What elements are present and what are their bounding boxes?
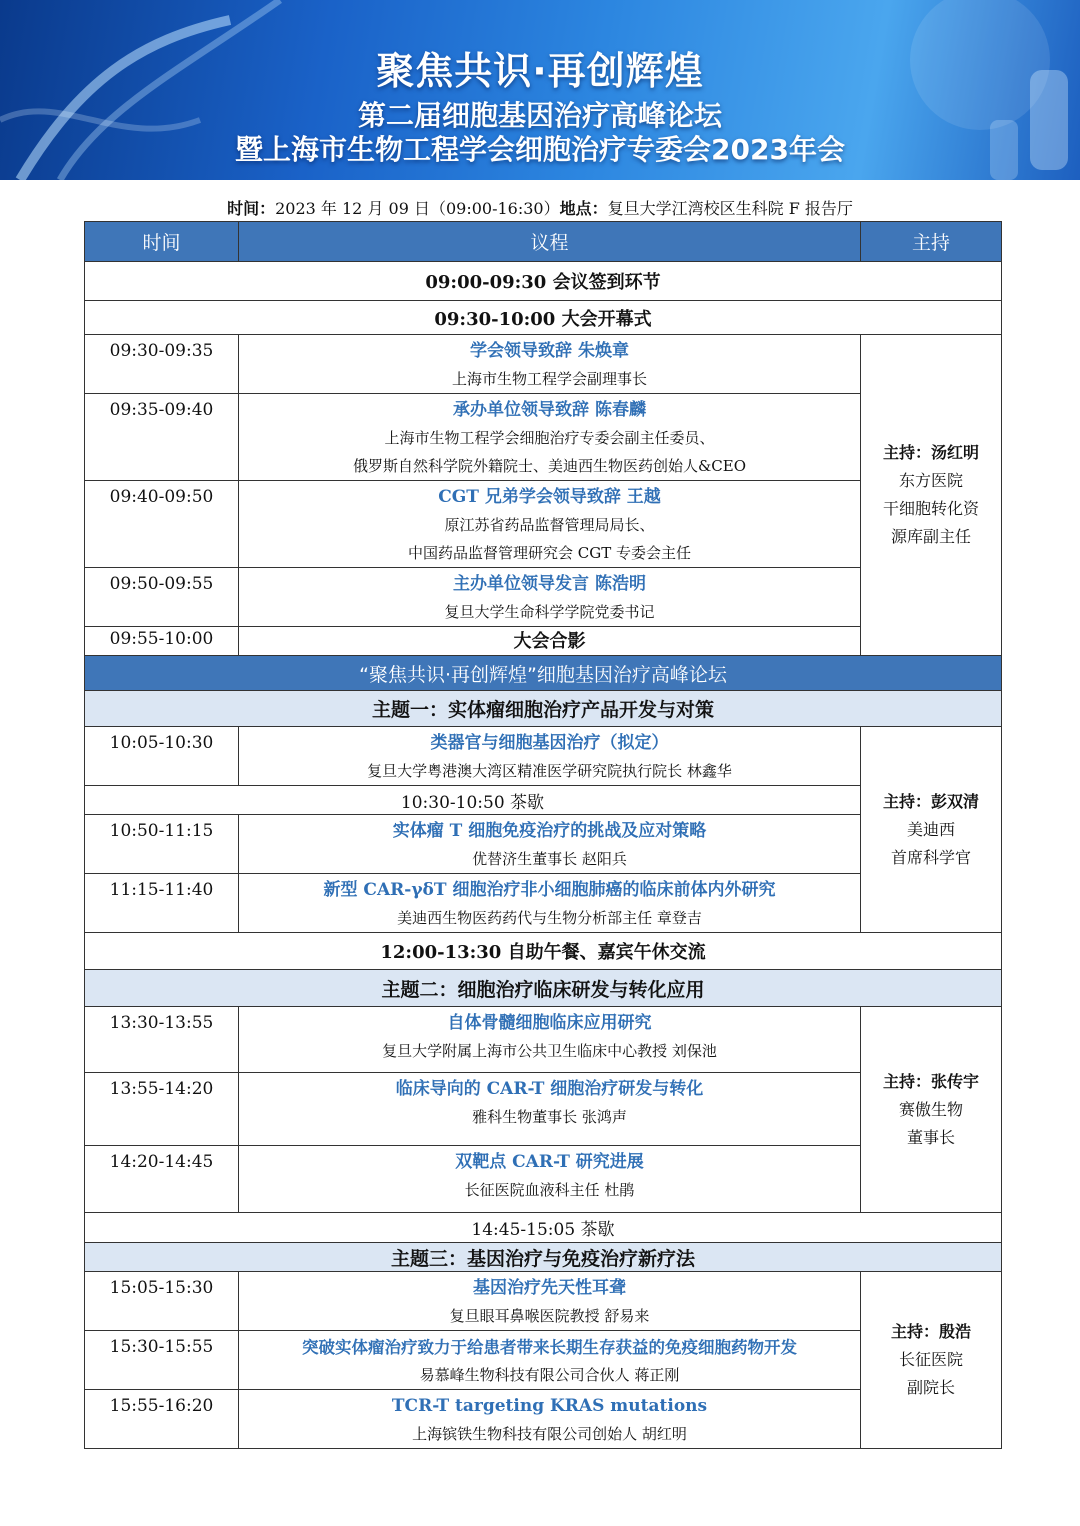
- session-time: 09:50-09:55: [85, 568, 239, 627]
- session-item: [239, 727, 861, 786]
- session-time: 09:30-09:35: [85, 335, 239, 394]
- session-item: [239, 394, 861, 481]
- session-title: 临床导向的 CAR-T 细胞治疗研发与转化: [395, 1079, 704, 1099]
- theme-1-row: 主题一：实体瘤细胞治疗产品开发与对策: [85, 691, 1002, 727]
- session-time: 09:55-10:00: [85, 627, 239, 656]
- session-speaker: 复旦大学粤港澳大湾区精准医学研究院执行院长 林鑫华: [367, 762, 732, 780]
- header-banner: [0, 0, 1080, 180]
- session-speaker: 美迪西生物医药药代与生物分析部主任 章登吉: [397, 909, 702, 927]
- session-speaker: 复旦大学生命科学学院党委书记: [444, 603, 655, 621]
- session-item: [239, 627, 861, 656]
- host-cell: [861, 727, 1002, 933]
- host-name: 主持：汤红明: [882, 443, 979, 462]
- time-label: 时间：: [227, 199, 276, 218]
- theme-3-row: 主题三：基因治疗与免疫治疗新疗法: [85, 1243, 1002, 1272]
- host-line: 干细胞转化资: [882, 499, 979, 518]
- session-speaker: 上海市生物工程学会细胞治疗专委会副主任委员、: [384, 429, 715, 447]
- tea-break-row: 14:45-15:05 茶歇: [85, 1213, 1002, 1243]
- host-name: 主持：彭双清: [882, 791, 979, 811]
- host-name: 主持：殷浩: [890, 1322, 971, 1341]
- forum-title-row: “聚焦共识·再创辉煌”细胞基因治疗高峰论坛: [85, 656, 1002, 691]
- host-line: 源库副主任: [890, 527, 971, 546]
- session-title: 新型 CAR-γδT 细胞治疗非小细胞肺癌的临床前体内外研究: [323, 880, 776, 900]
- session-title: TCR-T targeting KRAS mutations: [391, 1396, 708, 1416]
- session-item: [239, 1007, 861, 1073]
- session-speaker: 易慕峰生物科技有限公司合伙人 蒋正刚: [419, 1366, 680, 1384]
- session-time: 10:05-10:30: [85, 727, 239, 786]
- session-title: 大会合影: [513, 630, 586, 652]
- theme-2-row: 主题二：细胞治疗临床研发与转化应用: [85, 970, 1002, 1007]
- agenda-table: [84, 221, 1002, 1449]
- session-speaker: 优替济生董事长 赵阳兵: [472, 850, 627, 868]
- session-speaker: 复旦大学附属上海市公共卫生临床中心教授 刘保池: [382, 1042, 717, 1060]
- session-speaker: 上海镔铁生物科技有限公司创始人 胡红明: [412, 1425, 687, 1443]
- session-item: [239, 481, 861, 568]
- header-host: 主持: [861, 222, 1002, 262]
- session-item: [239, 568, 861, 627]
- session-time: 09:35-09:40: [85, 394, 239, 481]
- banner-subtitle-2: 暨上海市生物工程学会细胞治疗专委会2023年会: [235, 133, 845, 166]
- session-item: [239, 1331, 861, 1390]
- session-item: [239, 1073, 861, 1146]
- session-time: 13:55-14:20: [85, 1073, 239, 1146]
- host-line: 首席科学官: [890, 847, 971, 867]
- session-time: 14:20-14:45: [85, 1146, 239, 1213]
- host-cell: [861, 1007, 1002, 1213]
- session-title: 基因治疗先天性耳聋: [473, 1278, 626, 1298]
- session-time: 10:50-11:15: [85, 815, 239, 874]
- session-item: [239, 815, 861, 874]
- host-name: 主持：张传宇: [882, 1071, 979, 1091]
- banner-title: 聚焦共识·再创辉煌: [376, 49, 704, 93]
- banner-subtitle-1: 第二届细胞基因治疗高峰论坛: [357, 99, 722, 132]
- session-item: [239, 1272, 861, 1331]
- session-time: 11:15-11:40: [85, 874, 239, 933]
- session-speaker: 上海市生物工程学会副理事长: [451, 370, 647, 388]
- session-item: [239, 335, 861, 394]
- host-cell: [861, 335, 1002, 656]
- host-line: 副院长: [906, 1378, 955, 1397]
- header-agenda: 议程: [239, 222, 861, 262]
- session-speaker: 俄罗斯自然科学院外籍院士、美迪西生物医药创始人&CEO: [352, 457, 747, 475]
- session-speaker: 中国药品监督管理研究会 CGT 专委会主任: [407, 544, 691, 562]
- session-time: 09:40-09:50: [85, 481, 239, 568]
- opening-row: 09:30-10:00 大会开幕式: [85, 301, 1002, 335]
- session-title: 主办单位领导发言 陈浩明: [453, 574, 646, 594]
- session-speaker: 雅科生物董事长 张鸿声: [472, 1108, 627, 1126]
- checkin-row: 09:00-09:30 会议签到环节: [85, 262, 1002, 301]
- tea-break-row: 10:30-10:50 茶歇: [85, 786, 861, 815]
- session-speaker: 原江苏省药品监督管理局局长、: [444, 516, 655, 534]
- session-title: 承办单位领导致辞 陈春麟: [453, 400, 646, 420]
- session-title: 双靶点 CAR-T 研究进展: [455, 1152, 644, 1172]
- session-title: 类器官与细胞基因治疗（拟定）: [430, 733, 669, 753]
- session-title: 突破实体瘤治疗致力于给患者带来长期生存获益的免疫细胞药物开发: [302, 1338, 797, 1357]
- host-line: 长征医院: [898, 1350, 963, 1369]
- place-value: 复旦大学江湾校区生科院 F 报告厅: [607, 199, 853, 218]
- meeting-info: [0, 196, 1080, 219]
- session-title: CGT 兄弟学会领导致辞 王越: [438, 487, 661, 507]
- session-title: 实体瘤 T 细胞免疫治疗的挑战及应对策略: [392, 821, 707, 841]
- session-speaker: 长征医院血液科主任 杜鹃: [464, 1181, 635, 1199]
- session-time: 15:30-15:55: [85, 1331, 239, 1390]
- host-line: 东方医院: [898, 471, 963, 490]
- session-time: 15:05-15:30: [85, 1272, 239, 1331]
- session-time: 15:55-16:20: [85, 1390, 239, 1449]
- host-line: 美迪西: [906, 819, 955, 839]
- session-time: 13:30-13:55: [85, 1007, 239, 1073]
- session-title: 自体骨髓细胞临床应用研究: [447, 1013, 652, 1033]
- header-time: 时间: [85, 222, 239, 262]
- host-cell: [861, 1272, 1002, 1449]
- session-item: [239, 1146, 861, 1213]
- session-speaker: 复旦眼耳鼻喉医院教授 舒易来: [449, 1307, 650, 1325]
- place-label: 地点：: [559, 199, 608, 218]
- host-line: 赛傲生物: [898, 1099, 963, 1119]
- session-item: [239, 874, 861, 933]
- host-line: 董事长: [906, 1127, 955, 1147]
- lunch-row: 12:00-13:30 自助午餐、嘉宾午休交流: [85, 933, 1002, 970]
- time-value: 2023 年 12 月 09 日（09:00-16:30）: [275, 199, 560, 218]
- session-title: 学会领导致辞 朱焕章: [470, 341, 629, 361]
- session-item: [239, 1390, 861, 1449]
